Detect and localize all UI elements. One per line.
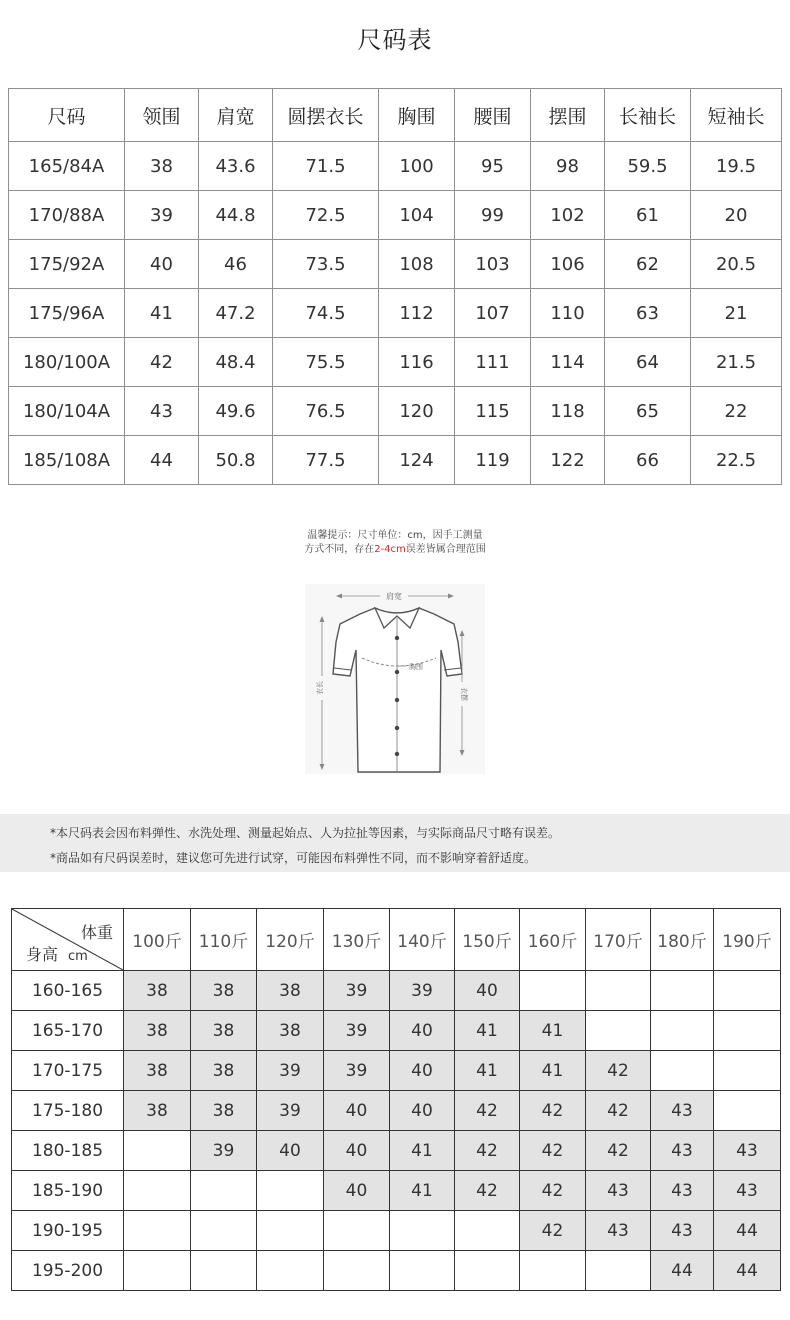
recommended-size-cell: 39 <box>324 1011 390 1051</box>
measurement-cell: 77.5 <box>273 436 379 485</box>
measurement-cell: 44.8 <box>199 191 273 240</box>
size-label-cell: 175/96A <box>9 289 125 338</box>
weight-header-cell: 190斤 <box>714 909 781 971</box>
recommended-size-cell: 39 <box>390 971 455 1011</box>
measurement-cell: 20 <box>691 191 782 240</box>
size-table <box>8 88 782 485</box>
recommended-size-cell: 41 <box>520 1011 586 1051</box>
size-row <box>9 142 782 191</box>
weight-header-cell: 160斤 <box>520 909 586 971</box>
measurement-cell: 38 <box>125 142 199 191</box>
recommended-size-cell: 38 <box>191 1011 257 1051</box>
measurement-cell: 40 <box>125 240 199 289</box>
measurement-cell: 100 <box>379 142 455 191</box>
measurement-cell: 50.8 <box>199 436 273 485</box>
recommended-size-cell <box>257 1171 324 1211</box>
size-row <box>9 191 782 240</box>
recommended-size-cell: 38 <box>124 1091 191 1131</box>
measurement-cell: 22.5 <box>691 436 782 485</box>
recommended-size-cell: 41 <box>390 1131 455 1171</box>
measurement-cell: 71.5 <box>273 142 379 191</box>
measurement-cell: 75.5 <box>273 338 379 387</box>
measurement-cell: 61 <box>605 191 691 240</box>
measurement-cell: 72.5 <box>273 191 379 240</box>
recommended-size-cell: 38 <box>257 971 324 1011</box>
recommended-size-cell <box>324 1251 390 1291</box>
recommended-size-cell: 42 <box>520 1211 586 1251</box>
measurement-cell: 41 <box>125 289 199 338</box>
size-row <box>9 387 782 436</box>
height-range-cell: 160-165 <box>12 971 124 1011</box>
recommended-size-cell: 40 <box>455 971 520 1011</box>
recommended-size-cell <box>390 1211 455 1251</box>
side-label: 衣摆 <box>460 687 468 701</box>
measurement-cell: 114 <box>531 338 605 387</box>
recommended-size-cell: 42 <box>520 1171 586 1211</box>
height-range-cell: 195-200 <box>12 1251 124 1291</box>
shoulder-label: 肩宽 <box>386 592 402 601</box>
recommended-size-cell <box>651 971 714 1011</box>
measurement-cell: 115 <box>455 387 531 436</box>
weight-header-row <box>12 909 781 971</box>
height-range-cell: 175-180 <box>12 1091 124 1131</box>
recommended-size-cell: 41 <box>455 1051 520 1091</box>
measurement-cell: 111 <box>455 338 531 387</box>
weight-header-cell: 140斤 <box>390 909 455 971</box>
recommended-size-cell: 39 <box>257 1091 324 1131</box>
column-header: 尺码 <box>9 89 125 142</box>
measurement-cell: 76.5 <box>273 387 379 436</box>
size-row <box>9 240 782 289</box>
measurement-cell: 102 <box>531 191 605 240</box>
measurement-cell: 108 <box>379 240 455 289</box>
page-title: 尺码表 <box>357 26 433 54</box>
size-label-cell: 180/104A <box>9 387 125 436</box>
recommended-size-cell: 41 <box>455 1011 520 1051</box>
height-row <box>12 971 781 1011</box>
recommended-size-cell <box>520 1251 586 1291</box>
height-row <box>12 1171 781 1211</box>
recommended-size-cell: 38 <box>191 1051 257 1091</box>
recommended-size-cell: 42 <box>455 1131 520 1171</box>
shirt-icon <box>300 582 490 777</box>
measurement-cell: 99 <box>455 191 531 240</box>
height-range-cell: 180-185 <box>12 1131 124 1171</box>
recommended-size-cell <box>714 1011 781 1051</box>
recommended-size-cell: 43 <box>714 1131 781 1171</box>
size-label-cell: 180/100A <box>9 338 125 387</box>
measurement-cell: 19.5 <box>691 142 782 191</box>
recommended-size-cell: 40 <box>324 1131 390 1171</box>
recommended-size-cell: 41 <box>390 1171 455 1211</box>
measurement-cell: 104 <box>379 191 455 240</box>
recommended-size-cell: 42 <box>586 1131 651 1171</box>
column-header: 长袖长 <box>605 89 691 142</box>
measurement-cell: 46 <box>199 240 273 289</box>
recommended-size-cell <box>390 1251 455 1291</box>
shirt-measurement-diagram <box>300 582 490 777</box>
measurement-cell: 43 <box>125 387 199 436</box>
recommended-size-cell: 40 <box>324 1091 390 1131</box>
recommended-size-cell: 38 <box>257 1011 324 1051</box>
recommended-size-cell <box>124 1211 191 1251</box>
measurement-notice <box>0 529 790 557</box>
recommended-size-cell: 43 <box>651 1171 714 1211</box>
height-row <box>12 1131 781 1171</box>
height-unit: cm <box>68 949 88 964</box>
recommended-size-cell: 38 <box>191 1091 257 1131</box>
recommended-size-cell <box>714 971 781 1011</box>
height-range-cell: 170-175 <box>12 1051 124 1091</box>
measurement-cell: 65 <box>605 387 691 436</box>
size-row <box>9 436 782 485</box>
recommended-size-cell <box>455 1211 520 1251</box>
recommended-size-cell <box>324 1211 390 1251</box>
measurement-cell: 98 <box>531 142 605 191</box>
recommended-size-cell <box>124 1131 191 1171</box>
measurement-cell: 21 <box>691 289 782 338</box>
height-row <box>12 1211 781 1251</box>
recommended-size-cell: 44 <box>714 1251 781 1291</box>
recommended-size-cell <box>586 1011 651 1051</box>
height-row <box>12 1091 781 1131</box>
weight-header-cell: 120斤 <box>257 909 324 971</box>
measurement-cell: 119 <box>455 436 531 485</box>
recommended-size-cell: 41 <box>520 1051 586 1091</box>
measurement-cell: 110 <box>531 289 605 338</box>
recommended-size-cell <box>124 1171 191 1211</box>
measurement-cell: 116 <box>379 338 455 387</box>
height-row <box>12 1051 781 1091</box>
weight-header-cell: 150斤 <box>455 909 520 971</box>
measurement-cell: 63 <box>605 289 691 338</box>
height-range-cell: 165-170 <box>12 1011 124 1051</box>
measurement-cell: 106 <box>531 240 605 289</box>
recommended-size-cell <box>651 1011 714 1051</box>
measurement-cell: 122 <box>531 436 605 485</box>
weight-header-cell: 180斤 <box>651 909 714 971</box>
recommended-size-cell: 38 <box>191 971 257 1011</box>
height-row <box>12 1251 781 1291</box>
recommended-size-cell: 40 <box>390 1051 455 1091</box>
size-label-cell: 165/84A <box>9 142 125 191</box>
recommended-size-cell: 43 <box>586 1211 651 1251</box>
recommended-size-cell <box>651 1051 714 1091</box>
measurement-cell: 118 <box>531 387 605 436</box>
size-recommendation-table <box>11 908 781 1291</box>
height-row <box>12 1011 781 1051</box>
measurement-cell: 112 <box>379 289 455 338</box>
recommended-size-cell <box>586 971 651 1011</box>
size-label-cell: 185/108A <box>9 436 125 485</box>
recommended-size-cell: 43 <box>714 1171 781 1211</box>
recommended-size-cell: 44 <box>651 1251 714 1291</box>
notice-line-2: 方式不同，存在2-4cm误差皆属合理范围 <box>304 544 486 555</box>
size-row <box>9 289 782 338</box>
recommended-size-cell: 43 <box>651 1131 714 1171</box>
chest-label: 胸围 <box>409 663 423 671</box>
measurement-cell: 47.2 <box>199 289 273 338</box>
weight-header-cell: 100斤 <box>124 909 191 971</box>
recommended-size-cell: 39 <box>324 971 390 1011</box>
recommended-size-cell <box>714 1091 781 1131</box>
measurement-cell: 48.4 <box>199 338 273 387</box>
measurement-cell: 95 <box>455 142 531 191</box>
column-header: 圆摆衣长 <box>273 89 379 142</box>
recommended-size-cell: 44 <box>714 1211 781 1251</box>
column-header: 腰围 <box>455 89 531 142</box>
recommended-size-cell: 42 <box>455 1171 520 1211</box>
size-table-header-row <box>9 89 782 142</box>
recommended-size-cell: 39 <box>191 1131 257 1171</box>
size-label-cell: 175/92A <box>9 240 125 289</box>
recommended-size-cell <box>191 1171 257 1211</box>
recommended-size-cell: 42 <box>586 1051 651 1091</box>
measurement-cell: 120 <box>379 387 455 436</box>
weight-header-cell: 170斤 <box>586 909 651 971</box>
recommended-size-cell: 42 <box>520 1091 586 1131</box>
recommended-size-cell <box>191 1251 257 1291</box>
measurement-cell: 62 <box>605 240 691 289</box>
recommended-size-cell <box>257 1251 324 1291</box>
notice-line-1: 温馨提示：尺寸单位：cm，因手工测量 <box>307 530 483 541</box>
note-line-2: *商品如有尺码误差时，建议您可先进行试穿，可能因布料弹性不同，而不影响穿着舒适度。 <box>50 851 537 865</box>
column-header: 摆围 <box>531 89 605 142</box>
size-label-cell: 170/88A <box>9 191 125 240</box>
measurement-cell: 21.5 <box>691 338 782 387</box>
recommended-size-cell <box>191 1211 257 1251</box>
weight-header-cell: 110斤 <box>191 909 257 971</box>
length-label: 衣长 <box>316 681 324 695</box>
weight-axis-label: 体重 <box>80 923 113 942</box>
corner-cell <box>12 909 124 971</box>
tolerance-highlight: 2-4cm <box>374 544 406 555</box>
measurement-cell: 64 <box>605 338 691 387</box>
size-row <box>9 338 782 387</box>
recommended-size-cell: 43 <box>586 1171 651 1211</box>
recommended-size-cell: 40 <box>390 1011 455 1051</box>
recommended-size-cell: 38 <box>124 1051 191 1091</box>
recommended-size-cell <box>586 1251 651 1291</box>
recommended-size-cell: 43 <box>651 1211 714 1251</box>
recommended-size-cell <box>124 1251 191 1291</box>
column-header: 短袖长 <box>691 89 782 142</box>
recommended-size-cell: 39 <box>257 1051 324 1091</box>
note-line-1: *本尺码表会因布料弹性、水洗处理、测量起始点、人为拉扯等因素，与实际商品尺寸略有误差。 <box>50 826 561 840</box>
measurement-cell: 74.5 <box>273 289 379 338</box>
measurement-cell: 22 <box>691 387 782 436</box>
recommended-size-cell <box>257 1211 324 1251</box>
measurement-cell: 59.5 <box>605 142 691 191</box>
recommended-size-cell: 38 <box>124 1011 191 1051</box>
recommended-size-cell <box>455 1251 520 1291</box>
recommended-size-cell: 43 <box>651 1091 714 1131</box>
column-header: 领围 <box>125 89 199 142</box>
recommended-size-cell: 39 <box>324 1051 390 1091</box>
recommended-size-cell: 42 <box>586 1091 651 1131</box>
measurement-cell: 43.6 <box>199 142 273 191</box>
measurement-cell: 124 <box>379 436 455 485</box>
height-axis-label: 身高 cm <box>26 945 88 964</box>
recommended-size-cell: 40 <box>257 1131 324 1171</box>
column-header: 肩宽 <box>199 89 273 142</box>
recommended-size-cell: 38 <box>124 971 191 1011</box>
measurement-cell: 73.5 <box>273 240 379 289</box>
measurement-cell: 39 <box>125 191 199 240</box>
measurement-cell: 42 <box>125 338 199 387</box>
measurement-cell: 44 <box>125 436 199 485</box>
notes-bar <box>0 814 790 872</box>
weight-header-cell: 130斤 <box>324 909 390 971</box>
measurement-cell: 49.6 <box>199 387 273 436</box>
measurement-cell: 66 <box>605 436 691 485</box>
recommended-size-cell: 42 <box>520 1131 586 1171</box>
height-range-cell: 190-195 <box>12 1211 124 1251</box>
recommended-size-cell <box>520 971 586 1011</box>
height-range-cell: 185-190 <box>12 1171 124 1211</box>
measurement-cell: 20.5 <box>691 240 782 289</box>
recommended-size-cell: 40 <box>324 1171 390 1211</box>
column-header: 胸围 <box>379 89 455 142</box>
recommended-size-cell <box>714 1051 781 1091</box>
measurement-cell: 107 <box>455 289 531 338</box>
recommended-size-cell: 42 <box>455 1091 520 1131</box>
recommended-size-cell: 40 <box>390 1091 455 1131</box>
measurement-cell: 103 <box>455 240 531 289</box>
